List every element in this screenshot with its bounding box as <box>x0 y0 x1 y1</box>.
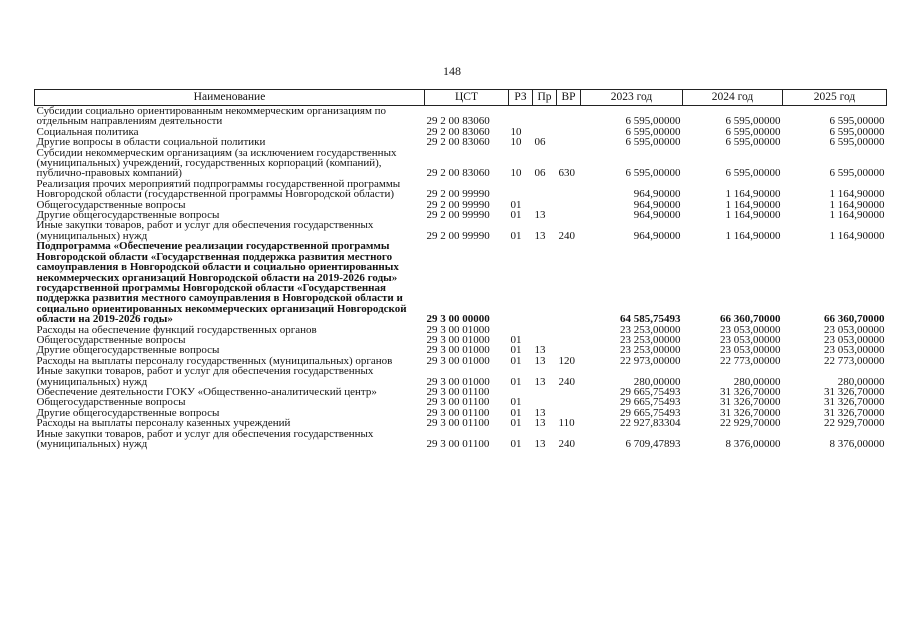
cell-rz: 01 <box>510 354 522 367</box>
cell-rz: 01 <box>510 438 522 450</box>
cell-2025: 23 053,00000 <box>824 323 885 336</box>
cell-vr <box>557 241 581 324</box>
cell-2024: 6 595,00000 <box>725 136 781 149</box>
cell-pr: 13 <box>534 209 546 222</box>
cell-2023: 6 595,00000 <box>625 115 681 128</box>
cell-2023: 280,00000 <box>633 375 681 388</box>
cell-rz: 10 <box>510 167 522 180</box>
cell-2023: 22 973,00000 <box>620 354 681 367</box>
cell-2023: 23 253,00000 <box>620 344 681 357</box>
cell-cst: 29 3 00 01100 <box>426 417 490 430</box>
cell-2023: 6 595,00000 <box>625 136 681 149</box>
cell-2023: 29 665,75493 <box>620 396 681 409</box>
table-header-row <box>35 90 887 106</box>
cell-2025: 66 360,70000 <box>824 313 885 326</box>
cell-cst: 29 3 00 00000 <box>426 313 490 326</box>
cell-2025: 6 595,00000 <box>829 167 885 180</box>
cell-vr <box>557 210 581 220</box>
cell-2024: 22 773,00000 <box>720 354 781 367</box>
table-row <box>35 179 887 200</box>
cell-2025: 22 773,00000 <box>824 354 885 367</box>
cell-pr: 13 <box>534 438 546 450</box>
cell-name: Субсидии некоммерческим организациям (за исключением государственных (муниципальных) учреждений, государственных корпораций (компаний), публично-правовых компаний) <box>36 146 397 180</box>
cell-rz: 10 <box>510 125 522 138</box>
cell-rz: 01 <box>510 333 522 346</box>
cell-vr <box>557 127 581 137</box>
header-vr: ВР <box>557 90 581 106</box>
cell-2025: 6 595,00000 <box>829 136 885 149</box>
cell-cst: 29 2 00 83060 <box>426 125 490 138</box>
cell-cst: 29 3 00 01100 <box>426 438 490 450</box>
cell-cst: 29 3 00 01000 <box>426 375 490 388</box>
cell-cst: 29 3 00 01000 <box>426 344 490 357</box>
cell-vr: 240 <box>558 375 575 388</box>
cell-pr <box>533 241 557 324</box>
cell-name: Социальная политика <box>36 125 139 138</box>
cell-name: Общегосударственные вопросы <box>36 198 186 211</box>
cell-name: Иные закупки товаров, работ и услуг для обеспечения государственных (муниципальных) нужд <box>36 219 374 242</box>
cell-pr <box>533 325 557 335</box>
table-row <box>35 148 887 179</box>
cell-2024: 31 326,70000 <box>720 396 781 409</box>
cell-vr <box>557 387 581 397</box>
cell-pr <box>533 106 557 127</box>
cell-2023: 29 665,75493 <box>620 385 681 398</box>
cell-vr: 120 <box>558 354 575 367</box>
table-row <box>35 241 887 324</box>
cell-2025: 6 595,00000 <box>829 115 885 128</box>
cell-rz: 01 <box>510 209 522 222</box>
cell-name: Другие общегосударственные вопросы <box>36 406 220 419</box>
cell-pr: 13 <box>534 229 546 242</box>
cell-2023: 22 927,83304 <box>620 417 681 430</box>
cell-2023: 6 595,00000 <box>625 125 681 138</box>
cell-cst: 29 3 00 01100 <box>426 406 490 419</box>
cell-vr <box>557 106 581 127</box>
cell-rz <box>509 179 533 200</box>
cell-name: Общегосударственные вопросы <box>36 333 186 346</box>
cell-2024: 22 929,70000 <box>720 417 781 430</box>
cell-name: Другие вопросы в области социальной политики <box>36 136 266 149</box>
table-row <box>35 220 887 241</box>
cell-name: Расходы на выплаты персоналу государственных (муниципальных) органов <box>36 354 393 367</box>
cell-2024: 1 164,90000 <box>725 229 781 242</box>
cell-rz: 01 <box>510 417 522 430</box>
cell-2024: 1 164,90000 <box>725 209 781 222</box>
cell-cst: 29 3 00 01100 <box>426 385 490 398</box>
cell-cst: 29 2 00 99990 <box>426 209 490 222</box>
cell-2024: 23 053,00000 <box>720 344 781 357</box>
cell-name: Иные закупки товаров, работ и услуг для обеспечения государственных (муниципальных) нужд <box>36 427 374 450</box>
cell-rz: 01 <box>510 375 522 388</box>
cell-2024: 6 595,00000 <box>725 125 781 138</box>
cell-vr <box>557 397 581 407</box>
cell-rz: 01 <box>510 198 522 211</box>
header-2023: 2023 год <box>581 90 683 106</box>
cell-name: Подпрограмма «Обеспечение реализации государственной программы Новгородской области «Государственная поддержка развития местного самоуправления в Новгородской области и социально ориентированных некоммерческих организаций Новгородской области на 2019-2026 годы» государственной программы Новгородской области «Государственная поддержка развития местного самоуправления в Новгородской области и социально ориентированных некоммерческих организаций Новгородской области на 2019-2026 годы» <box>36 240 407 326</box>
cell-name: Общегосударственные вопросы <box>36 396 186 409</box>
cell-2025: 1 164,90000 <box>829 198 885 211</box>
cell-vr <box>557 137 581 147</box>
header-name: Наименование <box>35 90 425 106</box>
cell-vr: 110 <box>558 417 575 430</box>
cell-pr <box>533 387 557 397</box>
header-2024: 2024 год <box>683 90 783 106</box>
cell-2024: 31 326,70000 <box>720 406 781 419</box>
cell-2025: 1 164,90000 <box>829 229 885 242</box>
cell-pr: 13 <box>534 354 546 367</box>
cell-cst: 29 2 00 83060 <box>426 136 490 149</box>
cell-rz: 10 <box>510 136 522 149</box>
cell-rz: 01 <box>510 344 522 357</box>
cell-name: Иные закупки товаров, работ и услуг для обеспечения государственных (муниципальных) нужд <box>36 365 374 388</box>
cell-2023: 6 595,00000 <box>625 167 681 180</box>
cell-2023: 964,90000 <box>633 188 681 201</box>
cell-2024: 8 376,00000 <box>725 438 781 450</box>
table-row <box>35 366 887 387</box>
cell-2023: 23 253,00000 <box>620 323 681 336</box>
cell-2024: 23 053,00000 <box>720 333 781 346</box>
cell-2025: 1 164,90000 <box>829 188 885 201</box>
cell-2025: 6 595,00000 <box>829 125 885 138</box>
cell-pr: 06 <box>534 167 546 180</box>
cell-pr: 13 <box>534 344 546 357</box>
cell-vr <box>557 335 581 345</box>
cell-2024: 1 164,90000 <box>725 198 781 211</box>
cell-rz <box>509 106 533 127</box>
cell-2023: 64 585,75493 <box>620 313 681 326</box>
cell-name: Обеспечение деятельности ГОКУ «Общественно-аналитический центр» <box>36 385 377 398</box>
cell-rz: 01 <box>510 406 522 419</box>
header-pr: Пр <box>533 90 557 106</box>
cell-cst: 29 2 00 99990 <box>426 229 490 242</box>
cell-rz: 01 <box>510 396 522 409</box>
cell-name: Другие общегосударственные вопросы <box>36 209 220 222</box>
cell-cst: 29 3 00 01000 <box>426 323 490 336</box>
cell-cst: 29 3 00 01000 <box>426 354 490 367</box>
table-row <box>35 429 887 450</box>
cell-name: Расходы на выплаты персоналу казенных учреждений <box>36 417 291 430</box>
cell-name: Субсидии социально ориентированным некоммерческим организациям по отдельным направлениям деятельности <box>36 105 387 128</box>
cell-2024: 1 164,90000 <box>725 188 781 201</box>
cell-vr <box>557 179 581 200</box>
cell-cst: 29 2 00 99990 <box>426 198 490 211</box>
cell-rz: 01 <box>510 229 522 242</box>
table-row <box>35 106 887 127</box>
cell-cst: 29 2 00 83060 <box>426 167 490 180</box>
cell-pr <box>533 179 557 200</box>
cell-2023: 6 709,47893 <box>625 438 681 450</box>
header-rz: РЗ <box>509 90 533 106</box>
cell-2025: 280,00000 <box>837 375 885 388</box>
cell-2024: 66 360,70000 <box>720 313 781 326</box>
cell-pr: 13 <box>534 406 546 419</box>
cell-cst: 29 3 00 01100 <box>426 396 490 409</box>
budget-table <box>34 89 887 449</box>
cell-vr <box>557 325 581 335</box>
cell-2025: 31 326,70000 <box>824 396 885 409</box>
cell-2025: 23 053,00000 <box>824 333 885 346</box>
cell-2024: 280,00000 <box>733 375 781 388</box>
cell-2023: 964,90000 <box>633 198 681 211</box>
cell-pr: 06 <box>534 136 546 149</box>
cell-name: Реализация прочих мероприятий подпрограммы государственной программы Новгородской области (государственной программы Новгородской области) <box>36 177 401 201</box>
header-2025: 2025 год <box>783 90 887 106</box>
page-number: 148 <box>443 64 461 78</box>
cell-2025: 31 326,70000 <box>824 385 885 398</box>
cell-2025: 1 164,90000 <box>829 209 885 222</box>
cell-2023: 23 253,00000 <box>620 333 681 346</box>
cell-vr: 630 <box>558 167 575 180</box>
cell-cst: 29 3 00 01000 <box>426 333 490 346</box>
cell-cst: 29 2 00 83060 <box>426 115 490 128</box>
cell-name: Расходы на обеспечение функций государственных органов <box>36 323 317 336</box>
cell-pr: 13 <box>534 417 546 430</box>
cell-rz <box>509 241 533 324</box>
cell-pr: 13 <box>534 375 546 388</box>
header-cst: ЦСТ <box>425 90 509 106</box>
cell-2023: 964,90000 <box>633 209 681 222</box>
cell-2024: 31 326,70000 <box>720 385 781 398</box>
cell-2023: 29 665,75493 <box>620 406 681 419</box>
cell-cst: 29 2 00 99990 <box>426 188 490 201</box>
cell-vr: 240 <box>558 438 575 450</box>
cell-name: Другие общегосударственные вопросы <box>36 344 220 357</box>
cell-2025: 8 376,00000 <box>829 438 885 450</box>
cell-2024: 23 053,00000 <box>720 323 781 336</box>
table-body <box>35 106 887 450</box>
cell-2025: 31 326,70000 <box>824 406 885 419</box>
cell-2025: 22 929,70000 <box>824 417 885 430</box>
cell-vr: 240 <box>558 229 575 242</box>
cell-2023: 964,90000 <box>633 229 681 242</box>
cell-2025: 23 053,00000 <box>824 344 885 357</box>
cell-vr <box>557 200 581 210</box>
cell-2024: 6 595,00000 <box>725 167 781 180</box>
cell-2024: 6 595,00000 <box>725 115 781 128</box>
